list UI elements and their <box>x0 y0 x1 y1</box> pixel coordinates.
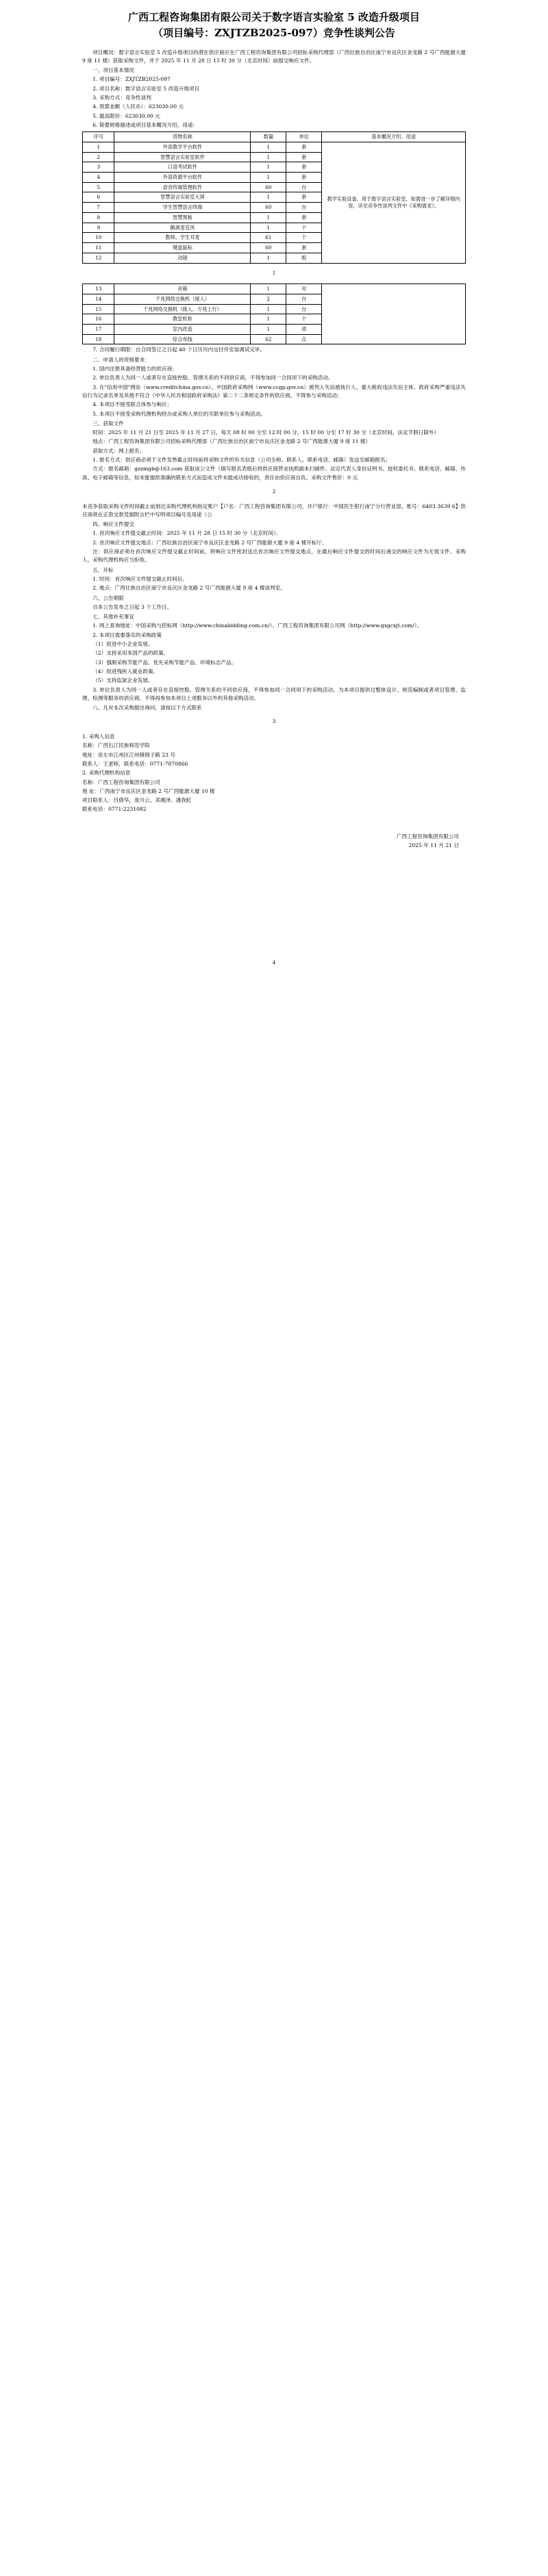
cell-qty: 1 <box>251 325 286 335</box>
cell-name: 动镜 <box>114 253 251 263</box>
get-doc-way: 获取方式：网上报名； <box>92 447 145 454</box>
cell-unit: 套 <box>286 152 322 162</box>
goods-table-part1 <box>82 131 466 263</box>
section-3-heading: 三、获取文件 <box>92 420 124 427</box>
cell-name: 综合布线 <box>114 334 251 344</box>
requirement-4: 4. 本项目不接受联合体参与响应； <box>92 401 173 408</box>
purchaser-name: 名称：广西右江民族师范学院 <box>82 742 150 749</box>
section-1-item-4: 4. 预算金额（人民币）：623030.00 元 <box>92 103 184 110</box>
cell-name: 智慧语言实验室大屏 <box>114 192 251 203</box>
cell-qty: 2 <box>251 294 286 304</box>
section-1-item-1: 1. 项目编号：ZXJTZB2025-097 <box>92 76 171 83</box>
purchaser-address: 地址：崇左市江州区江州镇锦子路 23 号 <box>82 751 175 758</box>
cell-name: 鹅颈麦克风 <box>114 223 251 233</box>
cell-no: 17 <box>83 325 114 335</box>
section-1-item-3: 3. 采购方式：竞争性谈判 <box>92 94 151 101</box>
cell-qty: 1 <box>251 253 286 263</box>
cell-qty: 1 <box>251 142 286 152</box>
cell-qty: 1 <box>251 173 286 183</box>
section-1-item-2: 2. 项目名称：数字语言实验室 5 改造升级项目 <box>92 85 200 92</box>
agency-project-contact: 项目联系人：吕倩华，庞川云、邓湘泽、潘我虹 <box>82 797 192 804</box>
signature-block <box>82 832 466 850</box>
announcement-period: 自本公告发布之日起 3 个工作日。 <box>92 603 173 610</box>
cell-qty: 60 <box>251 203 286 213</box>
cell-no: 18 <box>83 334 114 344</box>
cell-unit: 台 <box>286 294 322 304</box>
cell-name: 语音终端管理软件 <box>114 182 251 192</box>
cell-unit: 套 <box>286 192 322 203</box>
cell-desc: 教学实验设备，用于数字语言实验室，如需进一步了解详细内容，详见竞争性谈判文件中《采购需求》。 <box>322 142 466 263</box>
cell-qty: 1 <box>251 162 286 173</box>
cell-qty: 62 <box>251 334 286 344</box>
cell-no: 6 <box>83 192 114 203</box>
cell-no: 8 <box>83 212 114 223</box>
cell-unit: 套 <box>286 212 322 223</box>
cell-qty: 1 <box>251 152 286 162</box>
agency-name: 名称：广西工程咨询集团有限公司 <box>82 779 160 785</box>
cell-unit: 个 <box>286 223 322 233</box>
title-line-2: （项目编号：ZXJTZB2025-097）竞争性谈判公告 <box>153 27 395 40</box>
requirement-2: 2. 单位负责人为同一人或者存在直接控股、管理关系的不同供应商，不得参加同一合同项下的采购活动。 <box>92 375 334 381</box>
agency-address: 地 址：广西南宁市良庆区金龙路 2 号广西能源大厦 10 楼 <box>82 787 215 794</box>
document-body <box>0 46 548 1015</box>
title-line-1: 广西工程咨询集团有限公司关于数字语言实验室 5 改造升级项目 <box>128 11 420 23</box>
response-location: 2. 首次响应文件提交地点：广西壮族自治区南宁市良庆区金龙路 2 号广西能源大厦 9 座 4 楼开标厅。 <box>92 539 327 546</box>
get-doc-place: 地点：广西工程咨询集团有限公司招标采购代理部（广西壮族自治区南宁市良庆区金龙路 2 号广西能源大厦 9 座 11 楼） <box>92 438 371 445</box>
cell-name: 智慧语言实验室软件 <box>114 152 251 162</box>
cell-name: 教师、学生耳麦 <box>114 233 251 243</box>
signature-date: 2025 年 11 月 21 日 <box>408 842 459 849</box>
document-page <box>0 0 548 1015</box>
requirement-3: 3. 在"信用中国"网站（www.creditchina.gov.cn）、中国政府采购网（www.ccgp.gov.cn）被列入失信被执行人、重大税收违法失信主体、政府采购严重违法失信行为记录名单及其他不符合《中华人民共和国政府采购法》第二十二条规定条件的供应商，不得参与采购活动； <box>82 383 466 399</box>
section-1-item-6: 6. 简要规格描述或项目基本概况介绍、用途： <box>92 121 199 128</box>
cell-name: 教室机柜 <box>114 314 251 325</box>
cell-qty: 60 <box>251 243 286 253</box>
section-6-heading: 六、公告期限 <box>92 594 124 601</box>
cell-no: 2 <box>83 152 114 162</box>
th-desc: 基本概况介绍、用途 <box>322 132 466 142</box>
goods-table-part2 <box>82 283 466 344</box>
policy-3: （3）强制采购节能产品、优先采购节能产品、环境标志产品。 <box>92 659 237 666</box>
cell-qty: 1 <box>251 314 286 325</box>
cell-no: 13 <box>83 284 114 294</box>
requirement-1: 1. 国内注册具备经营能力的供应商； <box>92 366 177 372</box>
cell-no: 1 <box>83 142 114 152</box>
cell-no: 16 <box>83 314 114 325</box>
open-time: 1. 时间：首次响应文件提交截止时间后。 <box>92 575 188 582</box>
th-unit: 单位 <box>286 132 322 142</box>
agency-heading: 2. 采购代理机构信息 <box>82 770 131 776</box>
purchaser-heading: 1. 采购人信息 <box>82 733 115 740</box>
cell-no: 4 <box>83 173 114 183</box>
requirement-5: 5. 本项目不接受采购代理机构经办或采购人单位的关联单位参与采购活动。 <box>92 410 266 417</box>
intro-paragraph: 项目概况：数字语言实验室 5 改造升级项目的潜在供应商应在广西工程咨询集团有限公司招标采购代理部（广西壮族自治区南宁市良庆区金龙路 2 号广西能源大厦 9 座 11 楼）获取采购文件，并于 2025 年 11 月 28 日 15 时 30 分（北京时间）前提交响应文件。 <box>82 49 466 64</box>
table-row <box>83 142 466 152</box>
cell-unit: 套 <box>286 243 322 253</box>
payment-note: 本竞争获取采购文件时间截止前到达采购代理机构指定账户【户名：广西工程咨询集团有限公司，开户银行：中国民生银行南宁分行营业部，账号：6403 3639 6】供应商须在正款交款凭据附言栏中写明项目编号及用途（公 <box>82 503 466 518</box>
cell-name: 外语教学平台软件 <box>114 142 251 152</box>
purchaser-contact: 联系人：王老师，联系电话：0771-7870866 <box>82 760 188 767</box>
cell-unit: 套 <box>286 173 322 183</box>
page-number-3: 3 <box>272 718 276 725</box>
bottom-spacer <box>82 850 466 953</box>
page-number-2: 2 <box>272 488 276 494</box>
cell-name: 智慧黑板 <box>114 212 251 223</box>
policy-note-3: 3. 单位负责人为同一人或者存在直接控股、管理关系的不同供应商，不得参加同一合同项下的采购活动。为本项目提供过整体设计、规范编制或者项目管理、监理、检测等服务的供应商，不得再参加本项目上述服务以外的其他采购活动。 <box>82 686 466 701</box>
page-bottom-pad <box>82 974 466 1015</box>
table-header-row <box>83 132 466 142</box>
cell-name: 音箱 <box>114 284 251 294</box>
get-doc-detail-1: 1. 报名方式：供应商必须于文件发售截止时间前将采购文件的有关信息（公司全称、联系人、联系电话、邮箱）发送至邮箱报名； <box>92 457 391 464</box>
cell-qty: 1 <box>251 304 286 314</box>
cell-unit: 套 <box>286 142 322 152</box>
get-doc-detail-2: 方式：报名邮箱：gzzmgb@163.com 获取该公文件（填写报名表格后将供应商营业执照副本扫描件、法定代表人身份证明书、授权委托书、联系电话、邮箱、传真、电子邮箱等信息，如未能提供准确的联系方式而造成文件未能成功接收的，责任由供应商自负。采购文件售价：0 元 <box>82 466 466 481</box>
cell-name: 学生智慧语言终端 <box>114 203 251 213</box>
cell-no: 11 <box>83 243 114 253</box>
cell-qty: 60 <box>251 182 286 192</box>
section-8-heading: 八、凡对本次采购提出询问，请按以下方式联系 <box>92 705 202 711</box>
section-5-heading: 五、开标 <box>92 566 114 573</box>
page-number-1: 1 <box>272 269 276 276</box>
cell-name: 室内改造 <box>114 325 251 335</box>
th-no: 序号 <box>83 132 114 142</box>
cell-unit: 项 <box>286 325 322 335</box>
policy-heading: 2. 本项目需要落实的采购政策 <box>92 631 162 638</box>
section-4-heading: 四、响应文件提交 <box>92 521 134 528</box>
policy-4: （4）促进残疾人就业政策。 <box>92 668 159 674</box>
th-qty: 数量 <box>251 132 286 142</box>
cell-no: 12 <box>83 253 114 263</box>
cell-no: 3 <box>83 162 114 173</box>
contract-period-note: 7. 合同履行期限：自合同签订之日起 40 个日历历内交付并安装调试完毕。 <box>92 346 266 353</box>
signature-company: 广西工程咨询集团有限公司 <box>396 833 459 839</box>
cell-unit: 组 <box>286 253 322 263</box>
cell-unit: 个 <box>286 233 322 243</box>
cell-qty: 1 <box>251 212 286 223</box>
cell-name: 千兆网络交换机（接入） <box>114 294 251 304</box>
cell-qty: 1 <box>251 223 286 233</box>
open-place: 2. 地点：广西壮族自治区南宁市良庆区金龙路 2 号广西能源大厦 9 座 4 楼谈判室。 <box>92 585 286 592</box>
cell-qty: 1 <box>251 284 286 294</box>
cell-name: 外语资源平台软件 <box>114 173 251 183</box>
policy-1: （1）促进中小企业发展。 <box>92 641 153 648</box>
cell-unit: 套 <box>286 162 322 173</box>
section-7-heading: 七、其他补充事宜 <box>92 614 134 620</box>
response-note: 注：供应商必须在首次响应文件提交截止时间前，将响应文件密封送达首次响应文件提交地点，在最后响应文件提交的时间后递交的响应文件为无效文件。采购人、采购代理机构应当拒收。 <box>82 548 466 564</box>
cell-name: 千兆网络交换机（接入、万兆上行） <box>114 304 251 314</box>
cell-no: 7 <box>83 203 114 213</box>
policy-2: （2）支持采用本国产品的政策。 <box>92 650 169 657</box>
cell-qty: 1 <box>251 192 286 203</box>
policy-5: （5）支持监狱企业发展。 <box>92 677 153 684</box>
cell-unit: 点 <box>286 334 322 344</box>
section-2-heading: 二、申请人的资格要求： <box>92 356 150 363</box>
agency-phone: 联系电话：0771-2231082 <box>82 806 147 813</box>
section-1-heading: 一、项目基本情况 <box>92 67 134 74</box>
cell-unit: 对 <box>286 284 322 294</box>
response-deadline: 1. 首次响应文件提交截止时间：2025 年 11 月 28 日 15 时 30 分（北京时间）。 <box>92 530 282 537</box>
cell-unit: 台 <box>286 203 322 213</box>
cell-unit: 台 <box>286 182 322 192</box>
cell-unit: 个 <box>286 314 322 325</box>
page-title <box>0 0 548 46</box>
cell-no: 15 <box>83 304 114 314</box>
cell-no: 10 <box>83 233 114 243</box>
cell-no: 5 <box>83 182 114 192</box>
online-query: 1. 网上查询地址：中国采购与招标网（http://www.chinabidding.com.cn/）、广西工程咨询集团有限公司网（http://www.gxgcxjt.com/）。 <box>92 622 423 629</box>
cell-name: 口语考试软件 <box>114 162 251 173</box>
th-name: 货物名称 <box>114 132 251 142</box>
cell-desc-blank <box>322 284 466 344</box>
section-1-item-5: 5. 最高限价：623030.00 元 <box>92 112 160 119</box>
cell-unit: 台 <box>286 304 322 314</box>
cell-name: 键盘鼠标 <box>114 243 251 253</box>
page-number-4: 4 <box>272 959 276 966</box>
get-doc-time: 时间：2025 年 11 月 21 日至 2025 年 11 月 27 日，每天 08 时 00 分至 12 时 00 分，15 时 00 分至 17 时 30 分（北京时间，法定节假日除外） <box>92 429 440 436</box>
cell-no: 14 <box>83 294 114 304</box>
cell-qty: 61 <box>251 233 286 243</box>
cell-no: 9 <box>83 223 114 233</box>
table-row <box>83 284 466 294</box>
